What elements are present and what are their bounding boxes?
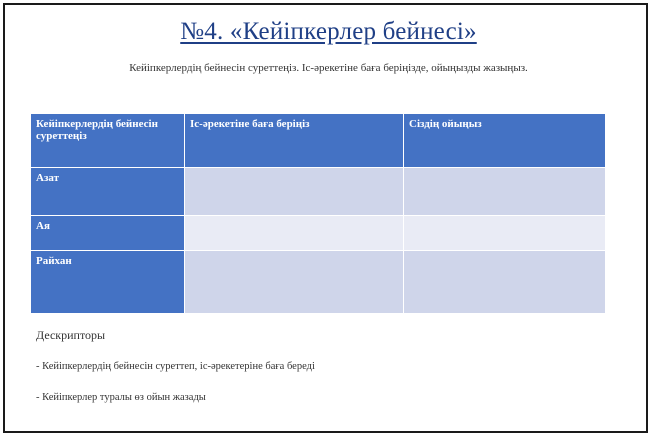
table-header-row: [31, 114, 606, 168]
descriptor-item: - Кейіпкерлер туралы өз ойын жазады: [36, 392, 206, 403]
table-row: [31, 168, 606, 216]
character-name: Азат: [31, 168, 185, 216]
character-name: Райхан: [31, 251, 185, 314]
action-cell[interactable]: [185, 168, 404, 216]
character-table: [30, 113, 606, 314]
table-row: [31, 251, 606, 314]
opinion-cell[interactable]: [404, 251, 606, 314]
slide-title: №4. «Кейіпкерлер бейнесі»: [180, 18, 477, 45]
action-cell[interactable]: [185, 216, 404, 251]
opinion-cell[interactable]: [404, 216, 606, 251]
descriptor-item: - Кейіпкерлердің бейнесін суреттеп, іс-әрекетеріне баға береді: [36, 361, 315, 372]
header-opinion: Сіздің ойыңыз: [404, 114, 606, 168]
descriptors-heading: Дескрипторы: [36, 328, 106, 342]
character-name: Ая: [31, 216, 185, 251]
opinion-cell[interactable]: [404, 168, 606, 216]
action-cell[interactable]: [185, 251, 404, 314]
task-instruction: Кейіпкерлердің бейнесін суреттеңіз. Іс-әрекетіне баға беріңізде, ойыңызды жазыңыз.: [129, 62, 528, 74]
header-evaluate: Іс-әрекетіне баға беріңіз: [185, 114, 404, 168]
table-row: [31, 216, 606, 251]
header-describe: Кейіпкерлердің бейнесін суреттеңіз: [31, 114, 185, 168]
